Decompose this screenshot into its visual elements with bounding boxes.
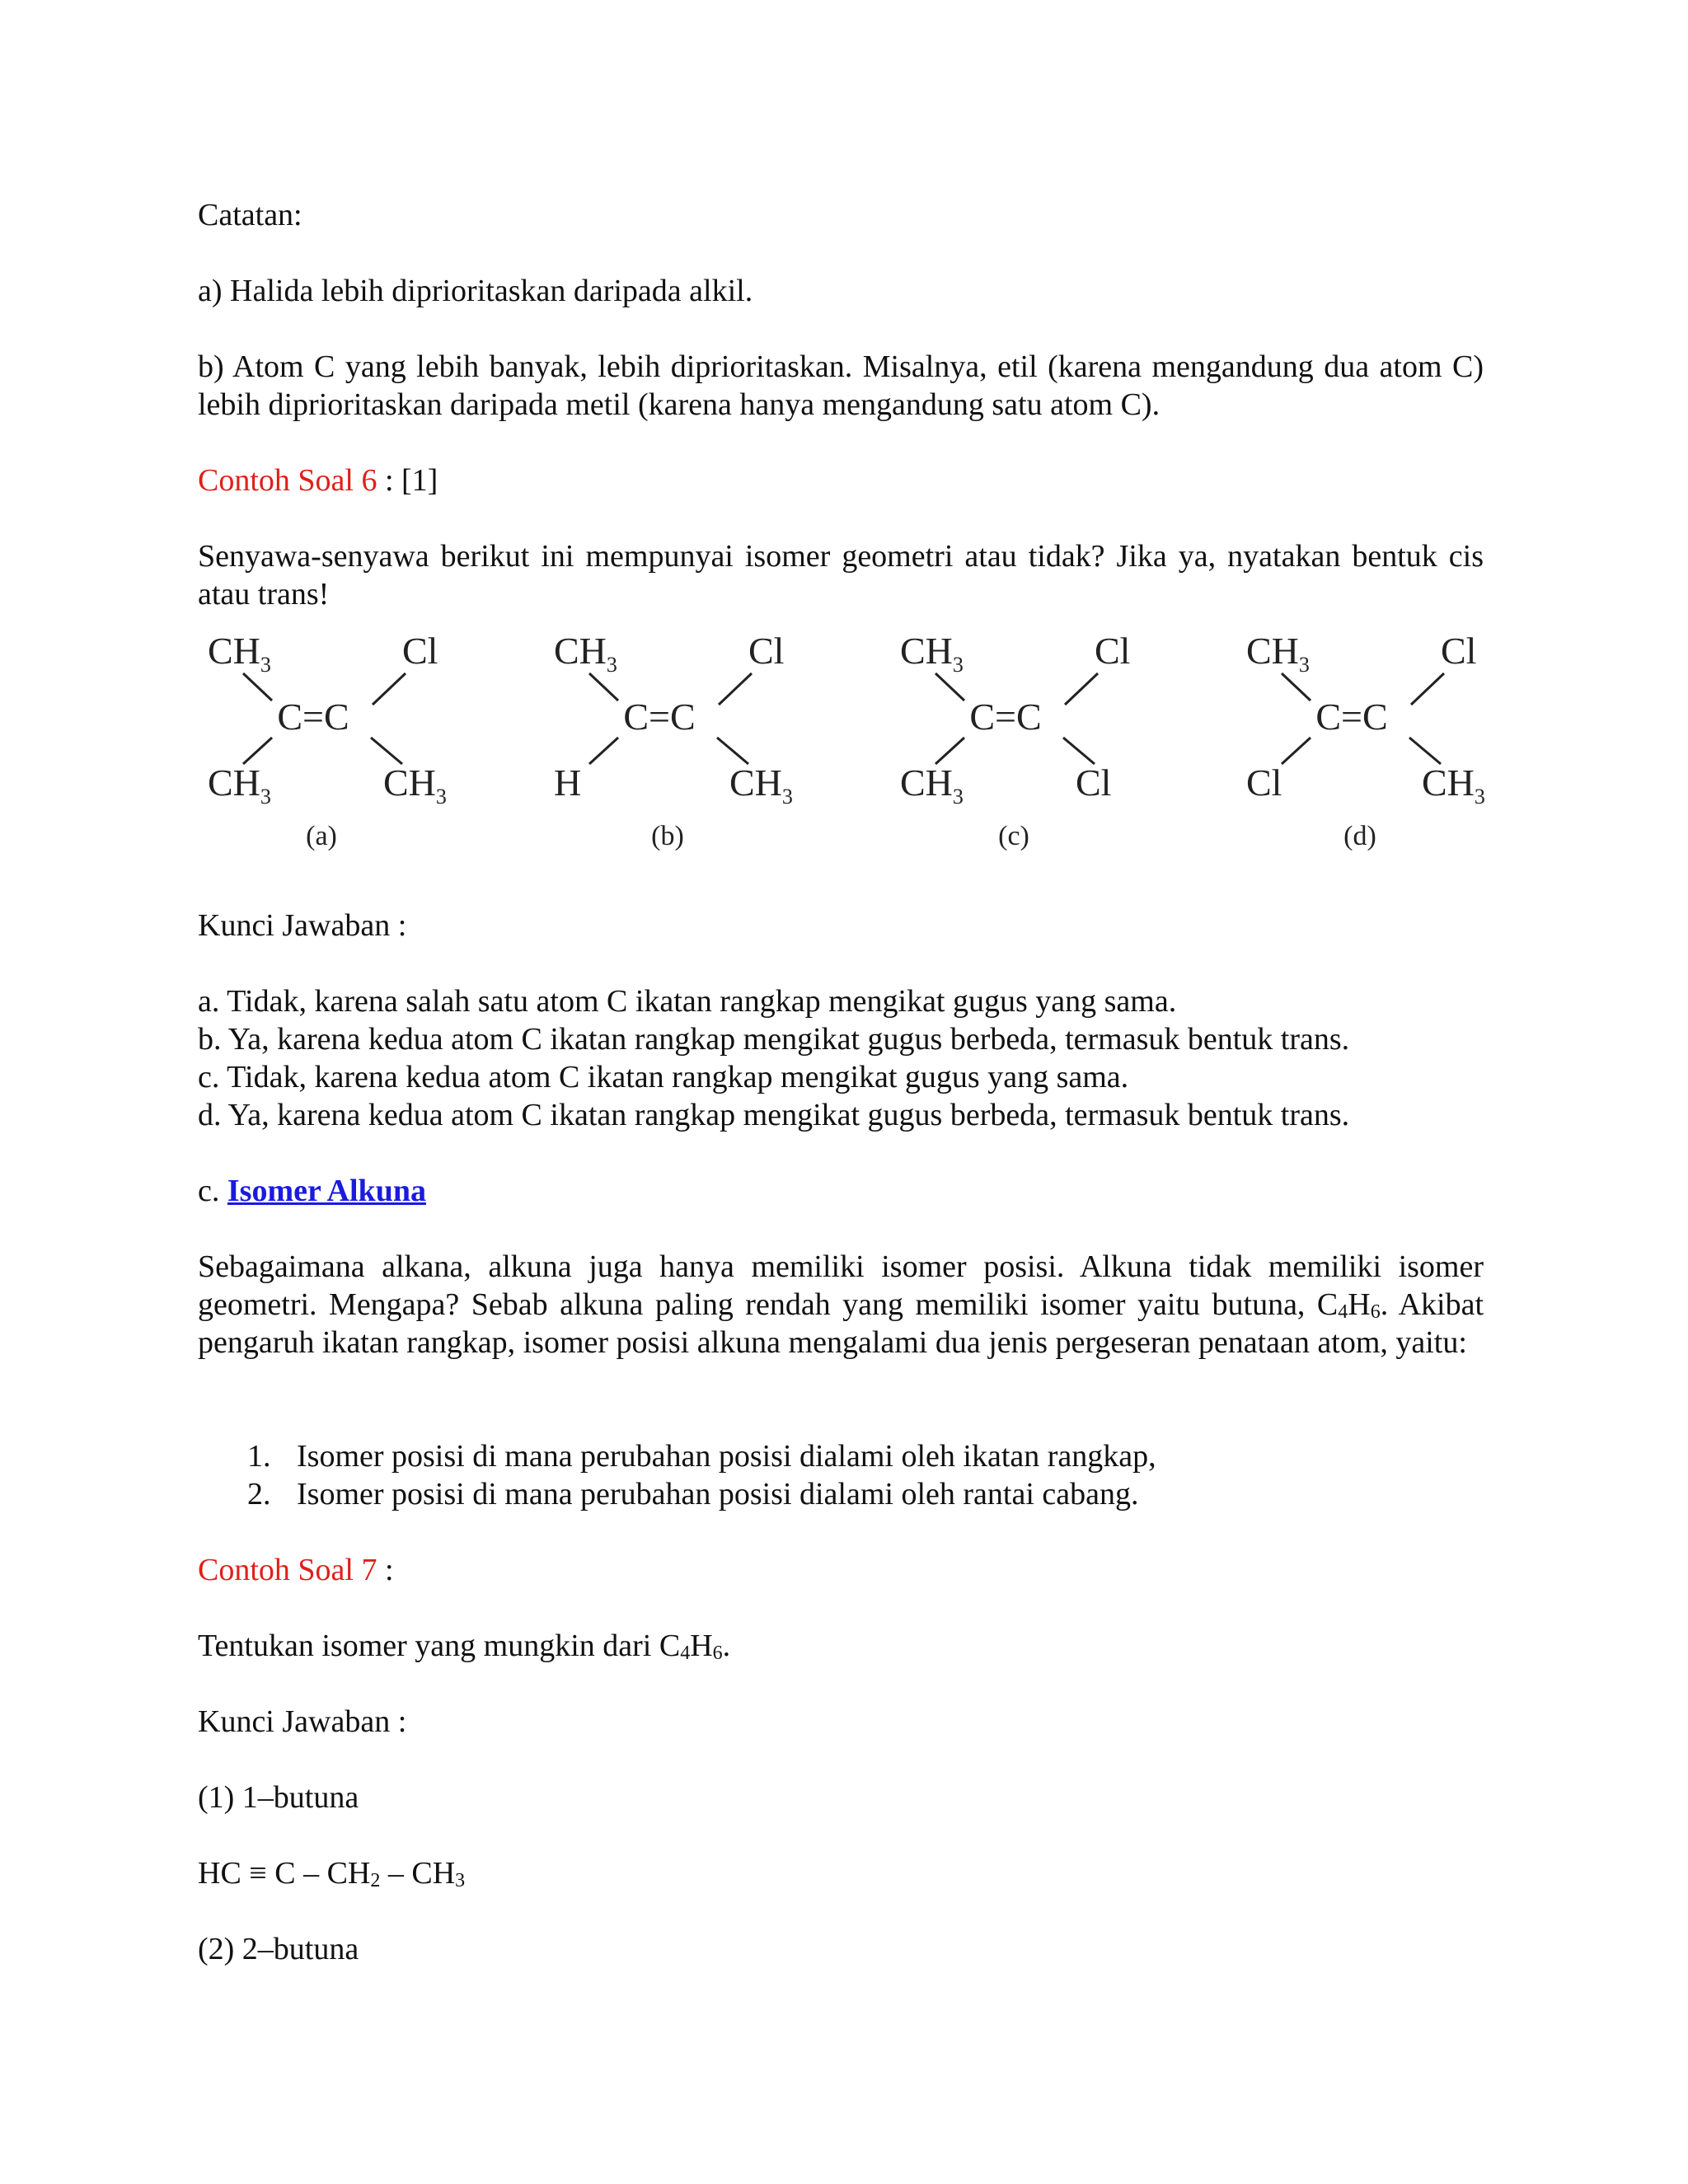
example-6-suffix: : [1] bbox=[377, 463, 438, 498]
formula1-sub3: 3 bbox=[455, 1870, 466, 1891]
bond-line bbox=[243, 673, 272, 701]
bond-line bbox=[589, 738, 618, 764]
substituent-lower-right: $CH_3$ bbox=[729, 762, 793, 808]
alkyne-para-start: Sebagaimana alkana, alkuna juga hanya memiliki isomer posisi. Alkuna tidak memiliki isomer geometri. Mengapa? Sebab alkuna paling rendah yang memiliki isomer yaitu butuna, C bbox=[198, 1249, 1484, 1322]
substituent-upper-left: $CH_3$ bbox=[554, 630, 617, 677]
bond-line bbox=[1063, 738, 1095, 764]
list-item bbox=[198, 1437, 1484, 1475]
molecule-b bbox=[544, 622, 841, 869]
substituent-lower-left: $CH_3$ bbox=[900, 762, 964, 808]
example-7-question bbox=[198, 1627, 1484, 1665]
example-6-label: Contoh Soal 6 bbox=[198, 463, 377, 498]
substituent-lower-right: $CH_3$ bbox=[383, 762, 447, 808]
alkyne-list bbox=[198, 1437, 1484, 1513]
isomer-alkuna-link[interactable]: Isomer Alkuna bbox=[227, 1174, 426, 1208]
molecule-figure bbox=[198, 622, 1525, 869]
bond-line bbox=[717, 738, 748, 764]
double-bond-center: C=C bbox=[969, 696, 1042, 738]
note-b: b) Atom C yang lebih banyak, lebih diprioritaskan. Misalnya, etil (karena mengandung dua atom C) lebih diprioritaskan daripada metil (karena hanya mengandung satu atom C). bbox=[198, 349, 1484, 422]
example-6-answer-heading: Kunci Jawaban : bbox=[198, 908, 407, 943]
example-7-label: Contoh Soal 7 bbox=[198, 1553, 377, 1587]
molecule-d bbox=[1236, 622, 1533, 869]
bond-line bbox=[371, 738, 402, 764]
answer-a: a. Tidak, karena salah satu atom C ikatan rangkap mengikat gugus yang sama. bbox=[198, 984, 1177, 1019]
example-6-heading bbox=[198, 462, 1484, 499]
bond-line bbox=[935, 738, 964, 764]
answer-item-2: (2) 2–butuna bbox=[198, 1932, 359, 1966]
substituent-upper-right: Cl bbox=[1441, 630, 1477, 672]
q7-end: . bbox=[722, 1629, 731, 1663]
molecule-tag: (d) bbox=[1343, 821, 1376, 851]
bond-line bbox=[935, 673, 964, 701]
substituent-upper-right: Cl bbox=[402, 630, 438, 672]
alkyne-para-sub4: 4 bbox=[1338, 1301, 1348, 1323]
bond-line bbox=[1411, 673, 1444, 705]
bond-line bbox=[243, 738, 272, 764]
list-item bbox=[198, 1475, 1484, 1513]
q7-sub4: 4 bbox=[680, 1643, 691, 1664]
section-prefix: c. bbox=[198, 1174, 227, 1208]
bond-line bbox=[589, 673, 618, 701]
double-bond-center: C=C bbox=[277, 696, 349, 738]
molecule-tag: (c) bbox=[998, 821, 1029, 851]
alkene-structure bbox=[544, 622, 841, 869]
list-item-text: Isomer posisi di mana perubahan posisi dialami oleh rantai cabang. bbox=[297, 1477, 1139, 1511]
answer-item-1: (1) 1–butuna bbox=[198, 1780, 359, 1815]
formula1-sub2: 2 bbox=[370, 1870, 381, 1891]
substituent-upper-left: $CH_3$ bbox=[208, 630, 271, 677]
q7-sub6: 6 bbox=[712, 1643, 723, 1664]
note-a: a) Halida lebih diprioritaskan daripada alkil. bbox=[198, 274, 753, 308]
substituent-upper-right: Cl bbox=[748, 630, 785, 672]
alkyne-para-end: . Akibat pengaruh ikatan rangkap, isomer posisi alkuna mengalami dua jenis pergeseran penataan atom, yaitu: bbox=[198, 1287, 1484, 1360]
double-bond-center: C=C bbox=[1315, 696, 1388, 738]
alkyne-paragraph bbox=[198, 1248, 1484, 1361]
alkene-structure bbox=[198, 622, 495, 869]
list-item-text: Isomer posisi di mana perubahan posisi dialami oleh ikatan rangkap, bbox=[297, 1439, 1156, 1474]
molecule-tag: (b) bbox=[651, 821, 684, 851]
substituent-lower-right: $CH_3$ bbox=[1422, 762, 1485, 808]
bond-line bbox=[1065, 673, 1098, 705]
alkyne-para-sub6: 6 bbox=[1370, 1301, 1381, 1323]
substituent-upper-left: $CH_3$ bbox=[1246, 630, 1310, 677]
molecule-a bbox=[198, 622, 495, 869]
section-alkyne-heading bbox=[198, 1172, 1484, 1210]
example-6-question: Senyawa-senyawa berikut ini mempunyai isomer geometri atau tidak? Jika ya, nyatakan bentuk cis atau trans! bbox=[198, 539, 1484, 612]
substituent-lower-left: Cl bbox=[1246, 762, 1282, 804]
example-7-suffix: : bbox=[377, 1553, 394, 1587]
formula1-part-a: HC ≡ C – CH bbox=[198, 1856, 371, 1891]
alkene-structure bbox=[890, 622, 1187, 869]
substituent-upper-right: Cl bbox=[1095, 630, 1131, 672]
list-item-number: 2. bbox=[247, 1477, 271, 1511]
example-7-heading bbox=[198, 1551, 1484, 1589]
example-7-answer-heading: Kunci Jawaban : bbox=[198, 1704, 407, 1739]
q7-start: Tentukan isomer yang mungkin dari C bbox=[198, 1629, 681, 1663]
answer-b: b. Ya, karena kedua atom C ikatan rangkap mengikat gugus berbeda, termasuk bentuk trans. bbox=[198, 1022, 1350, 1057]
alkyne-para-h: H bbox=[1348, 1287, 1371, 1322]
molecule-c bbox=[890, 622, 1187, 869]
bond-line bbox=[373, 673, 406, 705]
molecule-tag: (a) bbox=[306, 821, 337, 851]
substituent-upper-left: $CH_3$ bbox=[900, 630, 964, 677]
double-bond-center: C=C bbox=[623, 696, 696, 738]
bond-line bbox=[1282, 673, 1311, 701]
substituent-lower-right: Cl bbox=[1076, 762, 1112, 804]
bond-line bbox=[1409, 738, 1441, 764]
substituent-lower-left: $CH_3$ bbox=[208, 762, 271, 808]
notes-heading: Catatan: bbox=[198, 198, 302, 232]
answer-d: d. Ya, karena kedua atom C ikatan rangkap mengikat gugus berbeda, termasuk bentuk trans. bbox=[198, 1098, 1350, 1132]
substituent-lower-left: H bbox=[554, 762, 582, 804]
formula1-part-b: – CH bbox=[380, 1856, 456, 1891]
bond-line bbox=[1282, 738, 1311, 764]
list-item-number: 1. bbox=[247, 1439, 271, 1474]
alkene-structure bbox=[1236, 622, 1533, 869]
answer-c: c. Tidak, karena kedua atom C ikatan rangkap mengikat gugus yang sama. bbox=[198, 1060, 1129, 1094]
formula-1-butuna bbox=[198, 1854, 1484, 1892]
q7-h: H bbox=[690, 1629, 713, 1663]
bond-line bbox=[719, 673, 752, 705]
